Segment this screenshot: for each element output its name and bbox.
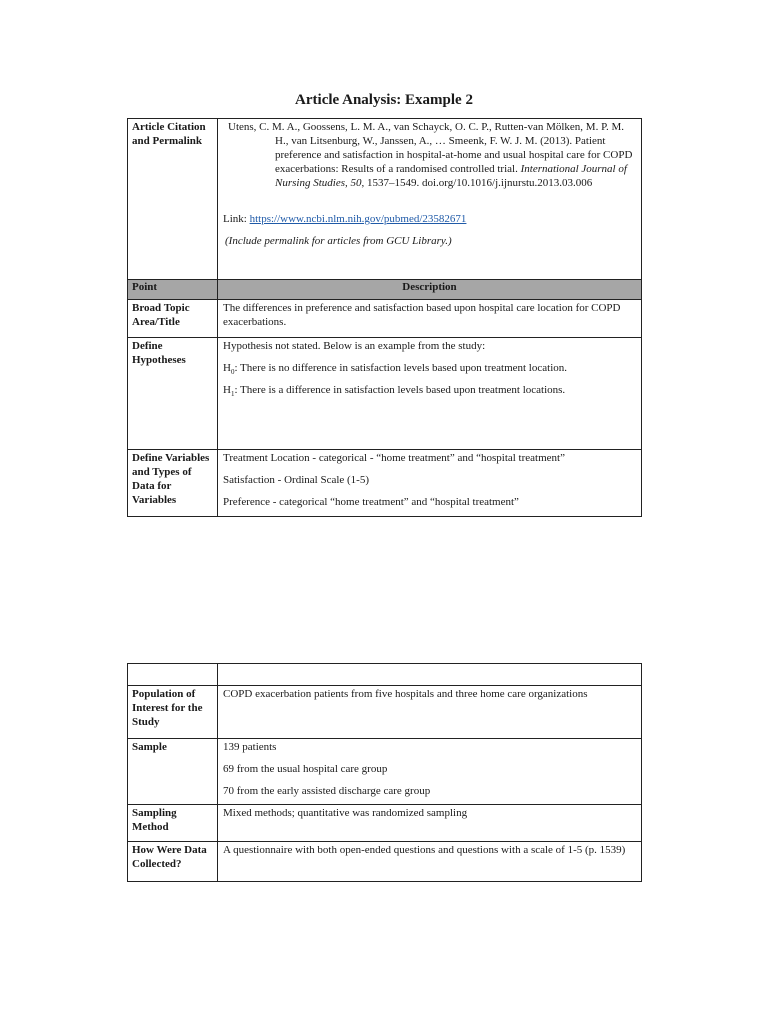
collection-label: How Were Data Collected?: [128, 842, 218, 882]
collection-text: A questionnaire with both open-ended questions and questions with a scale of 1-5 (p. 1539): [218, 842, 642, 882]
variable-treatment-location: Treatment Location - categorical - “home treatment” and “hospital treatment”: [223, 452, 565, 464]
sampling-label: Sampling Method: [128, 805, 218, 842]
population-row: [128, 686, 642, 739]
sample-discharge-group: 70 from the early assisted discharge care group: [223, 785, 431, 797]
page-title: Article Analysis: Example 2: [295, 92, 473, 108]
citation-row: [128, 119, 642, 280]
sample-total: 139 patients: [223, 741, 277, 753]
hypotheses-note: Hypothesis not stated. Below is an example from the study:: [223, 340, 486, 352]
null-hypothesis: $H_0$: There is no difference in satisfaction levels based upon treatment location.: [223, 362, 567, 377]
empty-cell-right: [218, 664, 642, 686]
citation-label: Article Citation and Permalink: [128, 119, 218, 280]
topic-label: Broad Topic Area/Title: [128, 300, 218, 338]
journal-name: International Journal of Nursing Studies, 50: [275, 163, 627, 189]
link-line: Link: https://www.ncbi.nlm.nih.gov/pubmed/23582671: [223, 213, 467, 225]
population-text: COPD exacerbation patients from five hospitals and three home care organizations: [218, 686, 642, 739]
hypotheses-row: [128, 338, 642, 450]
sample-hospital-group: 69 from the usual hospital care group: [223, 763, 388, 775]
variables-row: [128, 450, 642, 517]
permalink-link[interactable]: https://www.ncbi.nlm.nih.gov/pubmed/23582671: [249, 213, 467, 225]
sampling-row: [128, 805, 642, 842]
citation-cell: [218, 119, 642, 280]
collection-row: [128, 842, 642, 882]
variables-cell: [218, 450, 642, 517]
topic-text: The differences in preference and satisfaction based upon hospital care location for COPD exacerbations.: [218, 300, 642, 338]
population-label: Population of Interest for the Study: [128, 686, 218, 739]
header-description: Description: [218, 280, 642, 300]
empty-row: [128, 664, 642, 686]
table-header-row: [128, 280, 642, 300]
header-point: Point: [128, 280, 218, 300]
variables-label: Define Variables and Types of Data for Variables: [128, 450, 218, 517]
topic-row: [128, 300, 642, 338]
variable-preference: Preference - categorical “home treatment” and “hospital treatment”: [223, 496, 519, 508]
hypotheses-cell: [218, 338, 642, 450]
variable-satisfaction: Satisfaction - Ordinal Scale (1-5): [223, 474, 370, 486]
sample-label: Sample: [128, 739, 218, 805]
alternative-hypothesis: $H_1$: There is a difference in satisfaction levels based upon treatment locations.: [223, 384, 566, 399]
study-details-table: [127, 663, 642, 882]
sample-row: [128, 739, 642, 805]
hypotheses-label: Define Hypotheses: [128, 338, 218, 450]
article-analysis-table: [127, 118, 642, 517]
sample-cell: [218, 739, 642, 805]
permalink-note: (Include permalink for articles from GCU Library.): [225, 235, 452, 247]
empty-cell-left: [128, 664, 218, 686]
citation-text: Utens, C. M. A., Goossens, L. M. A., van Schayck, O. C. P., Rutten-van Mölken, M. P. M. H., van Litsenburg, W., Janssen, A., … Smeenk, F. W. J. M. (2013). Patient preference and satisfaction in hospital-at-home and usual hospital care for COPD exacerbations: Results of a randomised controlled trial. International Journal of Nursing Studies, 50, 1537–1549. doi.org/10.1016/j.ijnurstu.2013.03.006: [228, 121, 633, 189]
sampling-text: Mixed methods; quantitative was randomized sampling: [218, 805, 642, 842]
